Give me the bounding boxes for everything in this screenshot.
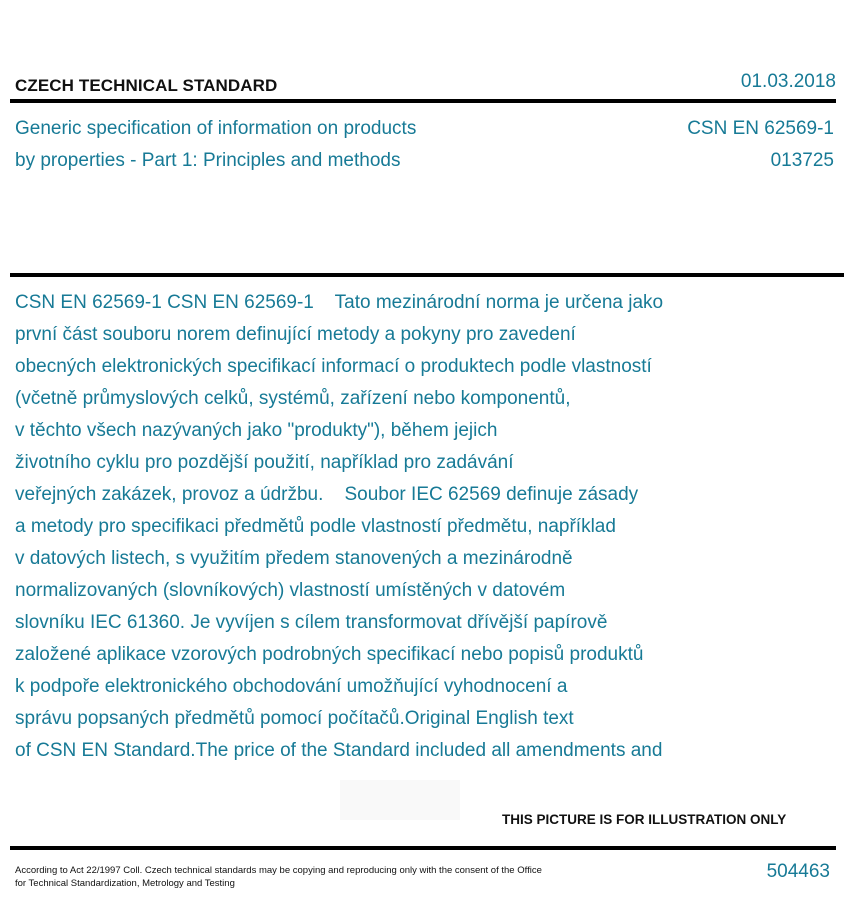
reference-number: 504463: [766, 861, 830, 882]
body-line: založené aplikace vzorových podrobných specifikací nebo popisů produktů: [15, 644, 644, 665]
body-line: k podpoře elektronického obchodování umožňující vyhodnocení a: [15, 676, 568, 697]
standard-type-label: CZECH TECHNICAL STANDARD: [15, 76, 278, 95]
body-line: CSN EN 62569-1 CSN EN 62569-1 Tato mezinárodní norma je určena jako: [15, 292, 664, 313]
body-line: správu popsaných předmětů pomocí počítačů.Original English text: [15, 708, 574, 729]
publication-date: 01.03.2018: [740, 71, 836, 92]
title-rule: [10, 273, 844, 277]
body-line: obecných elektronických specifikací informací o produktech podle vlastností: [15, 356, 652, 377]
illustration-notice: THIS PICTURE IS FOR ILLUSTRATION ONLY: [502, 812, 787, 827]
body-line: slovníku IEC 61360. Je vyvíjen s cílem transformovat dřívější papírově: [15, 612, 608, 633]
body-line: v těchto všech nazývaných jako "produkty"), během jejich: [15, 420, 498, 441]
header-rule: [10, 99, 836, 103]
legal-notice-line-1: According to Act 22/1997 Coll. Czech technical standards may be copying and reproducing only with the consent of the Office: [15, 865, 542, 876]
title-line-1: Generic specification of information on products: [15, 118, 417, 139]
body-line: of CSN EN Standard.The price of the Standard included all amendments and: [15, 740, 663, 761]
body-line: veřejných zakázek, provoz a údržbu. Soubor IEC 62569 definuje zásady: [15, 484, 639, 505]
body-line: normalizovaných (slovníkových) vlastností umístěných v datovém: [15, 580, 566, 601]
title-line-2: by properties - Part 1: Principles and methods: [15, 150, 401, 171]
body-line: a metody pro specifikaci předmětů podle vlastností předmětu, například: [15, 516, 616, 537]
body-line: životního cyklu pro pozdější použití, například pro zadávání: [15, 452, 514, 473]
standard-code: CSN EN 62569-1: [687, 118, 834, 139]
catalog-number: 013725: [770, 150, 834, 171]
body-line: (včetně průmyslových celků, systémů, zařízení nebo komponentů,: [15, 388, 571, 409]
legal-notice-line-2: for Technical Standardization, Metrology and Testing: [15, 878, 235, 889]
body-line: v datových listech, s využitím předem stanovených a mezinárodně: [15, 548, 573, 569]
faded-text-artifact: [340, 780, 460, 820]
footer-rule: [10, 846, 836, 850]
body-line: první část souboru norem definující metody a pokyny pro zavedení: [15, 324, 576, 345]
